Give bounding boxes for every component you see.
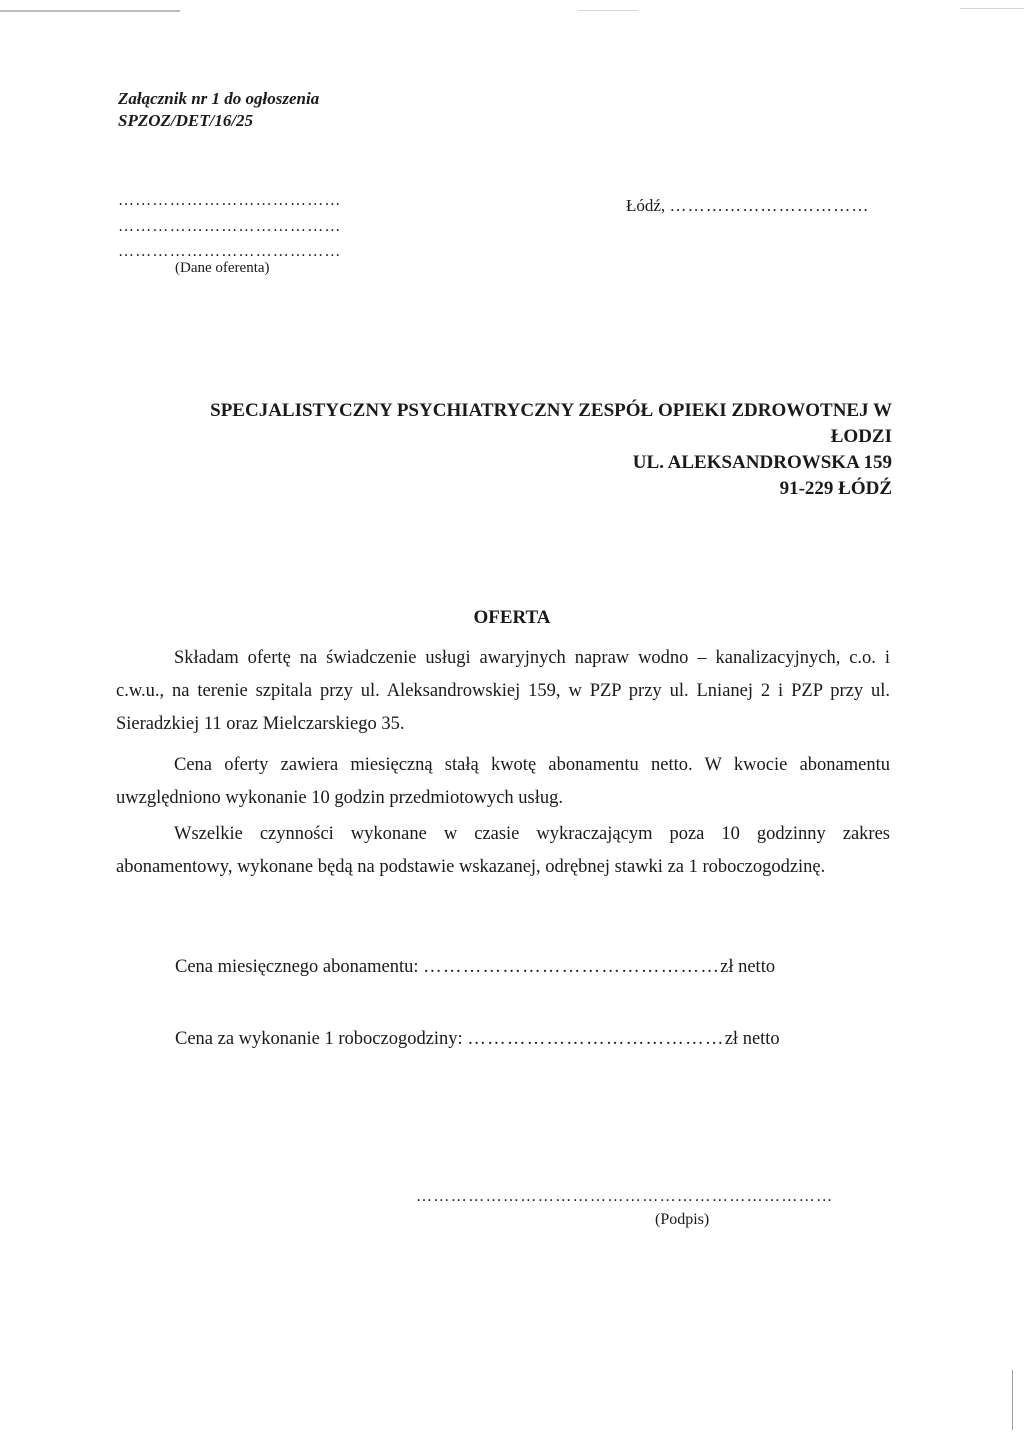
scan-edge-line-top-far-right [960,8,1024,9]
offer-paragraph-3 [116,818,890,884]
offer-paragraph-2 [116,749,890,815]
offer-title: OFERTA [473,607,551,628]
city-label: Łódź, [626,196,666,215]
bidder-caption: (Dane oferenta) [175,260,270,276]
monthly-price-line [175,957,775,978]
bidder-line-3: ………………………………… [118,243,342,260]
attachment-line: Załącznik nr 1 do ogłoszenia [118,89,320,108]
scan-edge-line-top-right [578,10,638,11]
addressee-name-line-2: ŁODZI [830,426,892,447]
monthly-price-label: Cena miesięcznego abonamentu: [175,957,419,977]
offer-paragraph-2-text: Cena oferty zawiera miesięczną stałą kwotę abonamentu netto. W kwocie abonamentu uwzględniono wykonanie 10 godzin przedmiotowych usług. [116,755,890,808]
scan-edge-line-right [1012,1370,1013,1430]
monthly-price-unit: zł netto [720,957,776,977]
attachment-reference [118,88,319,132]
bidder-line-2: ………………………………… [118,218,342,235]
date-field: …………………………… [669,196,870,215]
hourly-price-unit: zł netto [724,1029,780,1049]
offer-paragraph-1-text: Składam ofertę na świadczenie usługi awaryjnych napraw wodno – kanalizacyjnych, c.o. i c.w.u., na terenie szpitala przy ul. Aleksandrowskiej 159, w PZP przy ul. Lnianej 2 i PZP przy ul. Sieradzkiej 11 oraz Mielczarskiego 35. [116,648,890,734]
place-date-line [626,196,870,216]
hourly-price-label: Cena za wykonanie 1 roboczogodziny: [175,1029,463,1049]
signature-caption: (Podpis) [655,1211,710,1228]
reference-number: SPZOZ/DET/16/25 [118,111,254,130]
hourly-price-field: ………………………………… [467,1029,725,1049]
addressee-street: UL. ALEKSANDROWSKA 159 [632,452,892,473]
addressee-block [150,398,892,502]
offer-paragraph-3-text: Wszelkie czynności wykonane w czasie wykraczającym poza 10 godzinny zakres abonamentowy, wykonane będą na podstawie wskazanej, odrębnej stawki za 1 roboczogodzinę. [116,824,890,877]
bidder-line-1: ………………………………… [118,192,342,209]
addressee-name-line-1: SPECJALISTYCZNY PSYCHIATRYCZNY ZESPÓŁ OPIEKI ZDROWOTNEJ W [210,400,892,421]
offer-paragraph-1 [116,642,890,741]
addressee-postal-city: 91-229 ŁÓDŹ [779,478,892,499]
monthly-price-field: ……………………………………… [423,957,721,977]
scan-edge-line-top-left [0,10,180,12]
signature-line: ……………………………………………………………… [416,1188,834,1205]
hourly-price-line [175,1029,780,1050]
